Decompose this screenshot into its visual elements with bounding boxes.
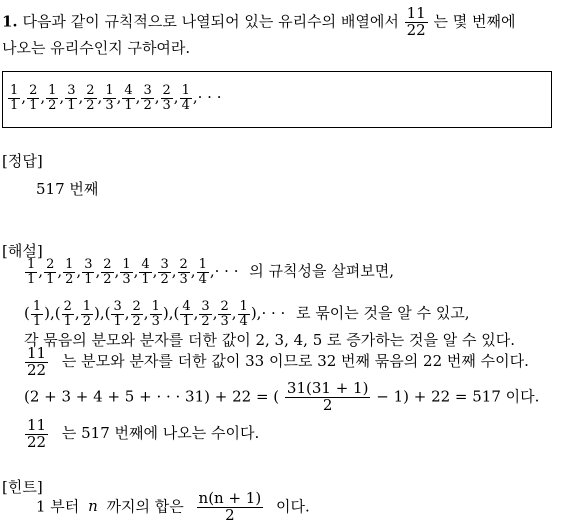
fraction-denominator: 2 [65, 271, 74, 287]
solution-line-6-text: 는 517 번째에 나오는 수이다. [61, 424, 260, 443]
paren: ), [93, 304, 105, 323]
fraction-numerator: 2 [46, 257, 55, 272]
paren: ( [54, 304, 61, 323]
fraction-numerator: 4 [141, 257, 150, 272]
solution-line-1 [24, 258, 394, 286]
fraction-numerator: 1 [151, 299, 160, 314]
separator: , [57, 262, 63, 281]
solution-line-4-text: 는 분모와 분자를 더한 값이 33 이므로 32 번째 묶음의 22 번째 수이다. [61, 352, 529, 371]
fraction-denominator: 1 [63, 313, 72, 329]
separator: , [40, 88, 46, 107]
fraction-numerator: 2 [220, 299, 229, 314]
fraction-denominator: 1 [46, 271, 55, 287]
fraction-numerator: 1 [198, 257, 207, 272]
fraction-numerator: 3 [201, 299, 210, 314]
fraction-denominator: 3 [122, 271, 131, 287]
hint-header: [힌트] [2, 478, 43, 496]
paren: ), [44, 304, 55, 323]
fraction-denominator: 4 [239, 313, 248, 329]
fraction-term [62, 300, 74, 328]
sum-expression-right: − 1) + 22 = 517 이다. [376, 387, 540, 406]
separator: , [114, 262, 120, 281]
sum-fraction: $\frac{31(31 + 1)}{2}$ [286, 379, 369, 414]
fraction-term [150, 300, 162, 328]
fraction-numerator: 1 [239, 299, 248, 314]
separator: , [38, 262, 44, 281]
fraction-term [31, 300, 43, 328]
fraction-numerator: 1 [181, 83, 190, 98]
fraction-term [111, 300, 123, 328]
fraction-term [178, 258, 190, 286]
fraction-term [103, 84, 115, 112]
fraction-denominator: 1 [124, 97, 133, 113]
separator: , [173, 88, 179, 107]
separator: , [193, 304, 199, 323]
separator: , [78, 88, 84, 107]
paren: ( [24, 304, 30, 323]
separator: , [74, 304, 80, 323]
ellipsis: · · · [197, 88, 222, 107]
separator: , [124, 304, 130, 323]
fraction-numerator: 2 [179, 257, 188, 272]
fraction-numerator: 3 [160, 257, 169, 272]
fraction-numerator: 2 [29, 83, 38, 98]
problem-text-tail: 는 몇 번째에 [433, 12, 516, 31]
fraction-term [63, 258, 75, 286]
fraction-term [46, 84, 58, 112]
fraction-denominator: 3 [162, 97, 171, 113]
hint-text-b: 까지의 합은 [106, 497, 184, 516]
separator: , [171, 262, 177, 281]
fraction-term [122, 84, 134, 112]
answer-header: [정답] [2, 152, 43, 170]
separator: , [190, 262, 196, 281]
fraction-numerator: 2 [63, 299, 72, 314]
fraction-numerator: 4 [124, 83, 133, 98]
sequence [7, 84, 221, 112]
fraction-numerator: 3 [143, 83, 152, 98]
fraction-numerator: 2 [103, 257, 112, 272]
target-fraction-3: $\frac{11}{22}$ [27, 416, 47, 451]
fraction-denominator: 3 [151, 313, 160, 329]
fraction-term [199, 300, 211, 328]
solution-line-1-text: 의 규칙성을 살펴보면, [249, 262, 394, 281]
fraction-term [8, 84, 20, 112]
fraction-term [131, 300, 143, 328]
fraction-numerator: 2 [162, 83, 171, 98]
fraction-denominator: 1 [29, 97, 38, 113]
fraction-numerator: 1 [48, 83, 57, 98]
fraction-numerator: 1 [27, 257, 36, 272]
fraction-denominator: 1 [10, 97, 19, 113]
fraction-term [139, 258, 151, 286]
fraction-term [218, 300, 230, 328]
fraction-term [44, 258, 56, 286]
solution-line-4 [24, 346, 529, 379]
fraction-term [180, 84, 192, 112]
fraction-term [84, 84, 96, 112]
separator: , [231, 304, 237, 323]
fraction-numerator: 1 [32, 299, 42, 314]
separator: , [209, 262, 215, 281]
ellipsis: · · · [261, 304, 286, 323]
fraction-denominator: 2 [86, 97, 95, 113]
fraction-denominator: 2 [48, 97, 57, 113]
fraction-numerator: 1 [105, 83, 114, 98]
solution-line-6 [24, 418, 259, 451]
hint-variable: n [88, 497, 98, 516]
problem-number: 1. [2, 12, 18, 31]
fraction-term [120, 258, 132, 286]
fraction-denominator: 1 [141, 271, 150, 287]
solution-line-3: 각 묶음의 분모와 분자를 더한 값이 2, 3, 4, 5 로 증가하는 것을 알 수 있다. [24, 331, 516, 349]
separator: , [192, 88, 198, 107]
fraction-term [101, 258, 113, 286]
separator: , [133, 262, 139, 281]
fraction-denominator: 3 [105, 97, 114, 113]
paren: ), [250, 304, 262, 323]
separator: , [154, 88, 160, 107]
fraction-denominator: 4 [181, 97, 190, 113]
fraction-term [158, 258, 170, 286]
problem-line-2: 나오는 유리수인지 구하여라. [2, 39, 191, 57]
fraction-denominator: 2 [132, 313, 141, 329]
separator: , [143, 304, 149, 323]
fraction-denominator: 2 [201, 313, 210, 329]
fraction-numerator: 3 [84, 257, 93, 272]
fraction-numerator: 3 [113, 299, 122, 314]
separator: , [95, 262, 101, 281]
target-fraction-2: $\frac{11}{22}$ [27, 344, 47, 379]
separator: , [212, 304, 218, 323]
fraction-term [27, 84, 39, 112]
fraction-denominator: 1 [32, 313, 42, 329]
fraction-denominator: 4 [198, 271, 207, 287]
fraction-numerator: 2 [86, 83, 95, 98]
fraction-denominator: 1 [27, 271, 36, 287]
solution-sequence [24, 257, 239, 287]
separator: , [76, 262, 82, 281]
solution-line-5 [24, 381, 539, 414]
separator: , [21, 88, 27, 107]
separator: , [152, 262, 158, 281]
separator: , [97, 88, 103, 107]
fraction-denominator: 2 [143, 97, 152, 113]
hint-text-a: 1 부터 [36, 497, 80, 516]
problem-line-1 [2, 6, 515, 39]
paren: ( [104, 304, 111, 323]
problem-text: 다음과 같이 규칙적으로 나열되어 있는 유리수의 배열에서 [22, 12, 399, 31]
sum-expression-left: (2 + 3 + 4 + 5 + · · · 31) + 22 = ( [24, 387, 280, 406]
fraction-denominator: 2 [103, 271, 112, 287]
ellipsis: · · · [214, 262, 239, 281]
fraction-numerator: 4 [182, 299, 191, 314]
fraction-numerator: 1 [10, 83, 19, 98]
fraction-numerator: 2 [132, 299, 141, 314]
fraction-numerator: 1 [82, 299, 91, 314]
fraction-denominator: 1 [84, 271, 93, 287]
fraction-numerator: 1 [65, 257, 74, 272]
fraction-term [81, 300, 93, 328]
fraction-denominator: 1 [67, 97, 76, 113]
paren: ( [173, 304, 180, 323]
fraction-denominator: 2 [82, 313, 91, 329]
fraction-term [141, 84, 153, 112]
fraction-denominator: 1 [113, 313, 122, 329]
fraction-term [25, 258, 37, 286]
hint-fraction: $\frac{n(n + 1)}{2}$ [198, 489, 262, 524]
fraction-denominator: 3 [220, 313, 229, 329]
fraction-term [197, 258, 209, 286]
fraction-term [180, 300, 192, 328]
answer-value: 517 번째 [36, 180, 99, 198]
fraction-term [65, 84, 77, 112]
fraction-term [82, 258, 94, 286]
grouped-sequence [24, 299, 286, 329]
solution-line-2-text: 로 묶이는 것을 알 수 있고, [296, 304, 470, 323]
hint-text-c: 이다. [276, 497, 310, 516]
fraction-term [161, 84, 173, 112]
fraction-denominator: 2 [160, 271, 169, 287]
fraction-numerator: 1 [122, 257, 131, 272]
target-fraction: $\frac{11}{22}$ [406, 4, 426, 39]
separator: , [135, 88, 141, 107]
solution-header: [해설] [2, 242, 43, 260]
fraction-denominator: 1 [182, 313, 191, 329]
fraction-denominator: 3 [179, 271, 188, 287]
paren: ), [162, 304, 174, 323]
separator: , [116, 88, 122, 107]
hint-line [36, 491, 310, 524]
fraction-numerator: 3 [67, 83, 76, 98]
separator: , [59, 88, 65, 107]
fraction-term [238, 300, 250, 328]
solution-line-2 [24, 300, 470, 328]
